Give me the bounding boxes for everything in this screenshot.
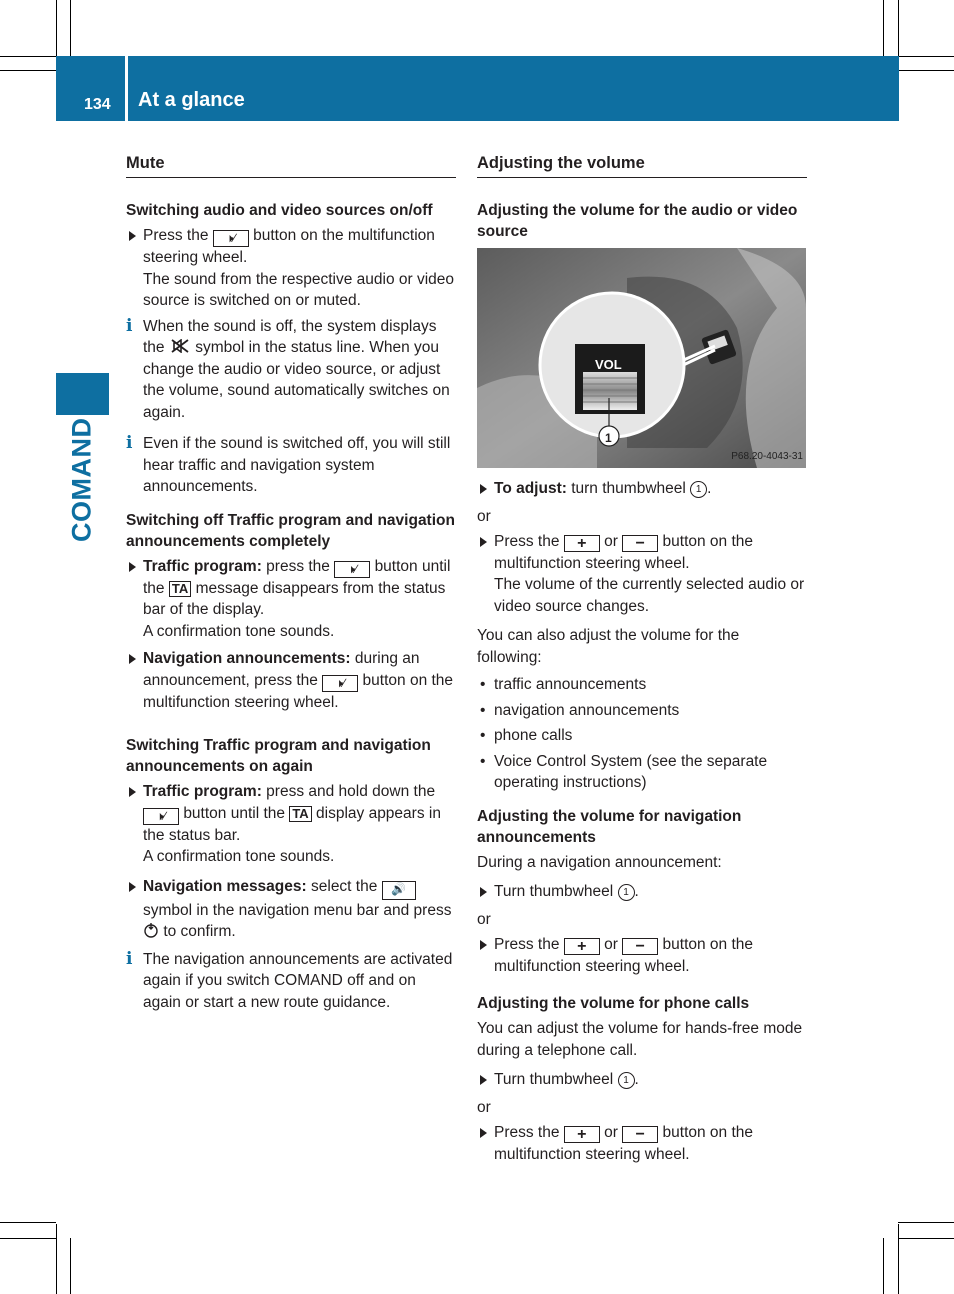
mute-button-icon: 🕨∕	[322, 675, 358, 692]
step-nav-announcements-off: Navigation announcements: during an announcement, press the 🕨∕ button on the multifunction steering wheel.	[126, 648, 456, 713]
crop-mark	[0, 1238, 56, 1239]
crop-mark	[0, 56, 56, 57]
info-icon: i	[126, 315, 133, 336]
header-divider	[125, 56, 128, 121]
subheading-volume-navigation: Adjusting the volume for navigation announcements	[477, 807, 742, 846]
crop-mark	[56, 0, 57, 56]
steering-wheel-figure	[477, 248, 806, 468]
crop-mark	[56, 1224, 57, 1294]
subheading-switching-sources: Switching audio and video sources on/off	[126, 202, 433, 219]
step-press-mute: Press the 🕨∕ button on the multifunction steering wheel. The sound from the respective audio or video source is switched on or muted.	[126, 225, 456, 312]
plus-button-icon: +	[564, 535, 600, 552]
ta-symbol-icon: TA	[289, 806, 311, 822]
step-turn-thumbwheel: Turn thumbwheel 1 .	[477, 1069, 807, 1091]
page-header	[56, 56, 899, 121]
left-column	[126, 152, 456, 1013]
callout-1-icon: 1	[618, 884, 635, 901]
heading-mute: Mute	[126, 152, 456, 178]
mute-button-icon: 🕨∕	[334, 561, 370, 578]
or-text: or	[477, 1098, 491, 1116]
step-traffic-program-on: Traffic program: press and hold down the 🕨∕ button until the TA display appears in the status bar. A confirmation tone sounds.	[126, 781, 456, 868]
info-sound-off: i When the sound is off, the system displays the symbol in the status line. When you change the audio or video source, or adjust the volume, sound automatically switches on again.	[126, 315, 450, 421]
step-press-plus-minus: Press the + or − button on the multifunction steering wheel.	[477, 934, 807, 977]
page-number: 134	[84, 96, 111, 113]
crop-mark	[898, 70, 954, 71]
steering-wheel-illustration	[477, 248, 806, 468]
subheading-volume-phone: Adjusting the volume for phone calls	[477, 995, 750, 1012]
crop-mark	[898, 0, 899, 56]
step-press-plus-minus: Press the + or − button on the multifunction steering wheel.	[477, 1122, 807, 1165]
callout-1-icon: 1	[618, 1072, 635, 1089]
plus-button-icon: +	[564, 938, 600, 955]
info-traffic-still: i Even if the sound is switched off, you will still hear traffic and navigation system announcements.	[126, 433, 451, 495]
list-item: • phone calls	[477, 725, 807, 747]
step-press-plus-minus: Press the + or − button on the multifunction steering wheel. The volume of the currently selected audio or video source changes.	[477, 531, 807, 617]
info-icon: i	[126, 948, 133, 969]
crop-mark	[898, 56, 954, 57]
vol-label: VOL	[595, 357, 622, 372]
step-turn-thumbwheel: Turn thumbwheel 1 .	[477, 881, 807, 903]
or-text: or	[477, 507, 491, 525]
crop-mark	[898, 1224, 899, 1294]
side-tab-label: COMAND	[66, 417, 97, 543]
info-nav-reactivated: i The navigation announcements are activated again if you switch COMAND off and on again or start a new route guidance.	[126, 948, 453, 1011]
step-nav-messages-on: Navigation messages: select the 🔊 symbol in the navigation menu bar and press to confirm.	[126, 876, 456, 943]
list-item: • Voice Control System (see the separate operating instructions)	[477, 751, 807, 794]
side-tab	[56, 373, 109, 415]
speaker-off-icon	[169, 339, 191, 353]
crop-mark	[883, 0, 884, 56]
crop-mark	[70, 0, 71, 56]
controller-press-icon	[143, 922, 159, 938]
crop-mark	[70, 1238, 71, 1294]
crop-mark	[898, 1238, 954, 1239]
section-title: At a glance	[138, 89, 245, 111]
crop-mark	[0, 70, 56, 71]
figure-label: P68.20-4043-31	[731, 450, 803, 462]
mute-button-icon: 🕨∕	[143, 808, 179, 825]
crop-mark	[883, 1238, 884, 1294]
crop-mark	[0, 1222, 56, 1223]
step-to-adjust: To adjust: turn thumbwheel 1 .	[477, 478, 807, 500]
or-text: or	[477, 910, 491, 928]
also-adjust-text: You can also adjust the volume for the following:	[477, 627, 740, 666]
step-traffic-program-off: Traffic program: press the 🕨∕ button until the TA message disappears from the status bar of the display. A confirmation tone sounds.	[126, 556, 456, 643]
minus-button-icon: −	[622, 1126, 658, 1143]
subheading-volume-audio-video: Adjusting the volume for the audio or video source	[477, 202, 798, 240]
subheading-switching-off-traffic: Switching off Traffic program and navigation announcements completely	[126, 511, 455, 550]
right-column: Adjusting the volume Adjusting the volume for the audio or video source VOL 1 P68.20-4043-31 To adjust: turn thumbwheel 1 . or Press the + or − button on the multifunction steering wheel. The volume of the currently selected audio or video source changes. You can also adjust the volume for the following: • traffic announcements • navigation announcements • phone calls • Voice Control System (see the separate operating instructions) Adjusting the volume for navigation announcements During a navigation announcement: Turn thumbwheel 1 . or Press the + or − button on the multifunction steering wheel. Adjusting the volume for phone calls You can adjust the volume for hands-free mode during a telephone call. Turn thumbwheel 1 . or Press the + or − button on the multifunction steering wheel.	[477, 152, 807, 1165]
list-item: • traffic announcements	[477, 674, 807, 696]
subheading-switching-on-again: Switching Traffic program and navigation announcements on again	[126, 737, 431, 775]
mute-button-icon: 🕨∕	[213, 230, 249, 247]
ta-symbol-icon: TA	[169, 581, 191, 597]
list-item: • navigation announcements	[477, 700, 807, 722]
callout-1: 1	[605, 431, 612, 445]
plus-button-icon: +	[564, 1126, 600, 1143]
callout-1-icon: 1	[690, 481, 707, 498]
minus-button-icon: −	[622, 535, 658, 552]
crop-mark	[898, 1222, 954, 1223]
minus-button-icon: −	[622, 938, 658, 955]
voice-announcement-icon: 🔊	[382, 881, 416, 900]
info-icon: i	[126, 433, 133, 453]
heading-adjusting-volume: Adjusting the volume	[477, 152, 807, 178]
